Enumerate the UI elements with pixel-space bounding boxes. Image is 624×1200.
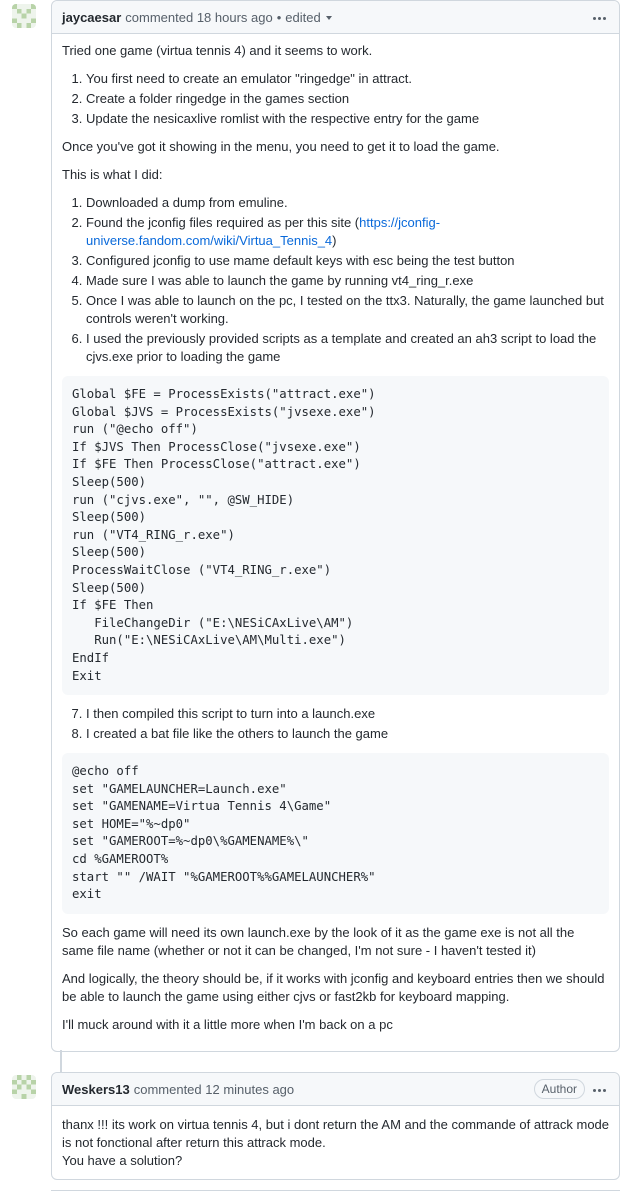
steps-list-1	[62, 70, 609, 128]
list-item: 3. Update the nesicaxlive romlist with the respective entry for the game	[86, 110, 609, 128]
comment-header	[52, 1, 619, 34]
timeline-connector	[60, 1050, 62, 1072]
kebab-horizontal-icon[interactable]	[591, 10, 607, 26]
comment-paragraph: Tried one game (virtua tennis 4) and it seems to work.	[62, 43, 373, 58]
steps-list-3	[62, 705, 609, 743]
steps-list-2	[62, 194, 609, 366]
code-block-autoit: Global $FE = ProcessExists("attract.exe") Global $JVS = ProcessExists("jvsexe.exe") run ("@echo off") If $JVS Then ProcessClose("jvsexe.exe") If $FE Then ProcessClose("attract.exe") Sleep(500) run ("cjvs.exe", "", @SW_HIDE) Sleep(500) run ("VT4_RING_r.exe") Sleep(500) ProcessWaitClose ("VT4_RING_r.exe") Sleep(500) If $FE Then FileChangeDir ("E:\NESiCAxLive\AM") Run("E:\NESiCAxLive\AM\Multi.exe") EndIf Exit	[62, 376, 609, 695]
list-item: 2. Create a folder ringedge in the games section	[86, 90, 609, 108]
list-item: 6. I used the previously provided scripts as a template and created an ah3 script to load the cjvs.exe prior to loading the game	[86, 330, 609, 366]
jconfig-link[interactable]: https://jconfig-universe.fandom.com/wiki/Virtua_Tennis_4	[86, 215, 441, 248]
caret-down-icon	[326, 16, 332, 20]
comment-paragraph: And logically, the theory should be, if it works with jconfig and keyboard entries then we should be able to launch the game using either cjvs or fast2kb for keyboard mapping.	[62, 970, 605, 1004]
divider	[51, 1190, 620, 1191]
list-item	[86, 214, 609, 250]
comment-body	[52, 1106, 619, 1178]
list-item-text: Found the jconfig files required as per this site (	[86, 215, 360, 230]
comment-timestamp[interactable]: commented 18 hours ago	[125, 9, 273, 25]
comment-card	[51, 0, 620, 1052]
list-item: 1. You first need to create an emulator "ringedge" in attract.	[86, 70, 609, 88]
list-item: 4. Made sure I was able to launch the game by running vt4_ring_r.exe	[86, 272, 609, 290]
edited-label: edited	[285, 9, 321, 25]
separator-dot: •	[276, 9, 282, 25]
comment-paragraph: thanx !!! its work on virtua tennis 4, but i dont return the AM and the commande of attrack mode is not fonctional after return this attrack mode. You have a solution?	[62, 1117, 610, 1168]
comment-card	[51, 1072, 620, 1180]
comment-paragraph: This is what I did:	[62, 167, 163, 182]
code-block-bat: @echo off set "GAMELAUNCHER=Launch.exe" set "GAMENAME=Virtua Tennis 4\Game" set HOME="%~dp0" set "GAMEROOT=%~dp0\%GAMENAME%\" cd %GAMEROOT% start "" /WAIT "%GAMEROOT%%GAMELAUNCHER%" exit	[62, 753, 609, 914]
comment-paragraph: Once you've got it showing in the menu, you need to get it to load the game.	[62, 139, 500, 154]
avatar[interactable]	[12, 4, 36, 28]
list-item-text: )	[332, 233, 337, 248]
comment-timestamp[interactable]: commented 12 minutes ago	[133, 1081, 295, 1097]
edited-menu[interactable]	[285, 10, 331, 25]
list-item: 3. Configured jconfig to use mame default keys with esc being the test button	[86, 252, 609, 270]
list-item: 7. I then compiled this script to turn into a launch.exe	[86, 705, 609, 723]
comment-paragraph: So each game will need its own launch.exe by the look of it as the game exe is not all the same file name (whether or not it can be changed, I'm not sure - I haven't tested it)	[62, 924, 575, 958]
comment-paragraph: I'll muck around with it a little more when I'm back on a pc	[62, 1016, 393, 1032]
avatar[interactable]	[12, 1075, 36, 1099]
comment-author[interactable]: jaycaesar	[62, 9, 122, 25]
kebab-horizontal-icon[interactable]	[591, 1082, 607, 1098]
list-item: 8. I created a bat file like the others to launch the game	[86, 725, 609, 743]
author-badge: Author	[534, 1079, 585, 1099]
comment-author[interactable]: Weskers13	[62, 1081, 130, 1097]
comment-header	[52, 1073, 619, 1106]
list-item: 1. Downloaded a dump from emuline.	[86, 194, 609, 212]
comment-body	[52, 34, 619, 1042]
list-item: 5. Once I was able to launch on the pc, I tested on the ttx3. Naturally, the game launched but controls weren't working.	[86, 292, 609, 328]
